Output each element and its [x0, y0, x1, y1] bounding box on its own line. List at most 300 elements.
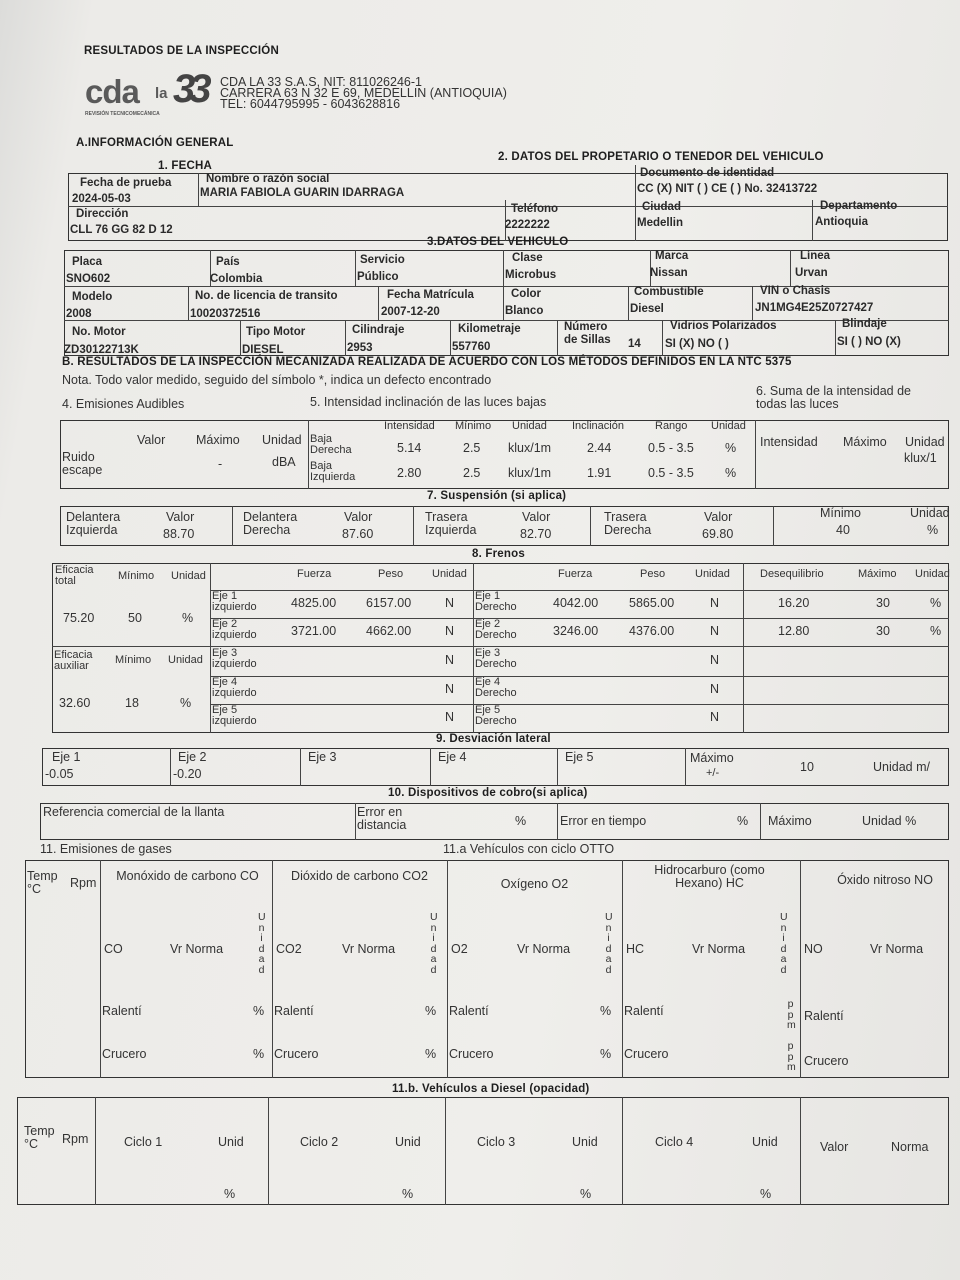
general-tel: 2222222: [505, 219, 550, 231]
column-divider: [308, 420, 309, 489]
column-divider: [622, 1097, 623, 1205]
lights-headers-2: Unidad: [512, 420, 547, 432]
brakes-h-maximo: Máximo: [858, 568, 897, 580]
general-tel-label: Teléfono: [511, 203, 559, 215]
column-divider: [622, 860, 623, 1078]
gases-gases-4-name: Óxido nitroso NO: [837, 873, 933, 887]
diesel-pct: %: [224, 1187, 236, 1201]
brakes-axes-0-pct: %: [930, 596, 942, 610]
general-fecha-label: Fecha de prueba: [80, 177, 172, 189]
deviation-unidad: Unidad m/: [873, 760, 930, 774]
deviation-axes-1-label: Eje 2: [178, 750, 207, 764]
vehicle-fields-9-label: Color: [511, 288, 542, 300]
column-divider: [378, 286, 379, 320]
lights-headers-0: Intensidad: [384, 420, 435, 432]
lights-rows-0-values-0: 5.14: [397, 441, 422, 455]
lights-headers-5: Unidad: [711, 420, 746, 432]
diesel-pct: %: [580, 1187, 592, 1201]
general-nombre-label: Nombre o razón social: [206, 173, 330, 185]
column-divider: [188, 286, 189, 320]
vehicle-fields-7-label: No. de licencia de transito: [195, 290, 338, 302]
brakes-title: 8. Frenos: [472, 548, 525, 560]
suspension-valor-label: Valor: [522, 510, 551, 524]
column-divider: [790, 250, 791, 286]
general-ciudad: Medellin: [637, 217, 684, 229]
diesel-unid: Unid: [572, 1135, 598, 1149]
brakes-h-peso: Peso: [640, 568, 666, 580]
brakes-axes-0-left-peso: 6157.00: [366, 596, 412, 610]
column-divider: [503, 250, 504, 286]
gases-vr-norma: Vr Norma: [342, 942, 396, 956]
noise-unidad: dBA: [272, 455, 296, 469]
billing-pct: %: [737, 814, 749, 828]
gases-title: 11. Emisiones de gases: [40, 842, 172, 856]
brakes-eficacia-aux: 32.60: [59, 696, 91, 710]
gases-crucero: Crucero: [102, 1047, 147, 1061]
general-depto-label: Departamento: [820, 200, 898, 212]
brakes-axes-1-right-fuerza: 3246.00: [553, 624, 599, 638]
vehicle-fields-4-label: Marca: [655, 250, 689, 262]
lights-rows-1-values-1: 2.5: [463, 466, 481, 480]
brakes-axes-0-right-label: Eje 1 Derecho: [475, 590, 517, 613]
column-divider: [170, 748, 171, 786]
diesel-unid: Unid: [752, 1135, 778, 1149]
brakes-axes-1-unit: N: [445, 624, 455, 638]
column-divider: [557, 320, 558, 356]
diesel-pct: %: [760, 1187, 772, 1201]
column-divider: [345, 320, 346, 356]
vehicle-fields-0-label: Placa: [72, 256, 103, 268]
column-divider: [445, 1097, 446, 1205]
brakes-h-unidad: Unidad: [915, 568, 950, 580]
column-divider: [557, 748, 558, 786]
brakes-axes-1-left-fuerza: 3721.00: [291, 624, 337, 638]
brakes-h-desequilibrio: Desequilibrio: [760, 568, 824, 580]
total-lights-unidad: klux/1: [904, 451, 937, 465]
deviation-axes-4-label: Eje 5: [565, 750, 594, 764]
table-border: [17, 1097, 949, 1205]
column-divider: [300, 748, 301, 786]
gases-gases-2-code: O2: [451, 942, 468, 956]
lights-rows-1-values-4: 0.5 - 3.5: [648, 466, 694, 480]
deviation-title: 9. Desviación lateral: [436, 733, 551, 745]
vehicle-title: 3.DATOS DEL VEHICULO: [427, 236, 569, 248]
column-divider: [447, 860, 448, 1078]
vehicle-fields-4-value: Nissan: [650, 267, 688, 279]
suspension-valor-label: Valor: [704, 510, 733, 524]
column-divider: [557, 803, 558, 840]
brakes-axes-1-pct: %: [930, 624, 942, 638]
logo-la: la: [155, 85, 168, 102]
diesel-cycles-1: Ciclo 2: [300, 1135, 339, 1149]
deviation-maximo: 10: [800, 760, 814, 774]
vehicle-fields-18-label: Blindaje: [842, 318, 887, 330]
lights-rows-1-values-2: klux/1m: [508, 466, 552, 480]
vehicle-fields-12-label: No. Motor: [72, 326, 126, 338]
brakes-axes-2-unit: N: [445, 653, 455, 667]
column-divider: [800, 1097, 801, 1205]
brakes-axes-4-left-label: Eje 5 izquierdo: [212, 704, 257, 727]
general-owner-heading: 2. DATOS DEL PROPETARIO O TENEDOR DEL VEHICULO: [498, 151, 824, 163]
gases-gases-3-unit: ppm: [787, 1040, 796, 1073]
results-title: B. RESULTADOS DE LA INSPECCIÓN MECANIZADA REALIZADA DE ACUERDO CON LOS MÉTODOS DEFINIDOS EN LA NTC 5375: [62, 356, 792, 368]
brakes-axes-0-right-peso: 5865.00: [629, 596, 675, 610]
total-lights-h-maximo: Máximo: [843, 435, 887, 449]
brakes-axes-2-unit: N: [710, 653, 720, 667]
lights-rows-0-values-4: 0.5 - 3.5: [648, 441, 694, 455]
column-divider: [773, 506, 774, 546]
deviation-maximo-label: Máximo: [690, 751, 734, 765]
vehicle-fields-10-label: Combustible: [634, 286, 704, 298]
lights-rows-0-values-3: 2.44: [587, 441, 612, 455]
general-fecha: 2024-05-03: [72, 193, 131, 205]
noise-h-unidad: Unidad: [262, 433, 302, 447]
brakes-eficacia-aux-unit: %: [180, 696, 192, 710]
lights-rows-0-values-5: %: [725, 441, 737, 455]
header-title: RESULTADOS DE LA INSPECCIÓN: [84, 45, 279, 57]
suspension-unidad-label: Unidad: [910, 506, 950, 520]
billing-title: 10. Dispositivos de cobro(si aplica): [388, 787, 588, 799]
brakes-axes-3-unit: N: [710, 682, 720, 696]
suspension-items-3-value: 69.80: [702, 527, 734, 541]
column-divider: [473, 563, 474, 733]
vehicle-fields-7-value: 10020372516: [190, 308, 261, 320]
gases-gases-0-unit: %: [253, 1004, 265, 1018]
noise-title: 4. Emisiones Audibles: [62, 397, 185, 411]
lights-rows-0-values-2: klux/1m: [508, 441, 552, 455]
suspension-valor-label: Valor: [166, 510, 195, 524]
column-divider: [800, 860, 801, 1078]
vehicle-fields-15-value: 557760: [452, 341, 491, 353]
column-divider: [355, 803, 356, 840]
lights-rows-1-values-3: 1.91: [587, 466, 612, 480]
brakes-axes-1-desequilibrio: 12.80: [778, 624, 810, 638]
gases-gases-2-unit: %: [600, 1004, 612, 1018]
diesel-title: 11.b. Vehículos a Diesel (opacidad): [392, 1083, 590, 1095]
column-divider: [210, 563, 211, 733]
column-divider: [635, 165, 636, 241]
column-divider: [812, 200, 813, 241]
total-lights-h-unidad: Unidad: [905, 435, 945, 449]
gases-gases-0-code: CO: [104, 942, 123, 956]
gases-gases-1-unit: %: [425, 1004, 437, 1018]
table-border: [60, 420, 949, 489]
suspension-valor-label: Valor: [344, 510, 373, 524]
brakes-axes-0-unit: N: [445, 596, 455, 610]
brakes-eficacia-total: 75.20: [63, 611, 95, 625]
brakes-axes-4-unit: N: [445, 710, 455, 724]
general-doc: CC (X) NIT ( ) CE ( ) No. 32413722: [637, 183, 818, 195]
gases-ralenti: Ralentí: [274, 1004, 314, 1018]
brakes-axes-0-right-fuerza: 4042.00: [553, 596, 599, 610]
billing-time-label: Error en tiempo: [560, 814, 647, 828]
lights-rows-0-values-1: 2.5: [463, 441, 481, 455]
vehicle-fields-3-label: Clase: [512, 252, 543, 264]
brakes-axes-3-left-label: Eje 4 izquierdo: [212, 676, 257, 699]
gases-crucero: Crucero: [449, 1047, 494, 1061]
suspension-minimo: 40: [836, 523, 850, 537]
brakes-axes-1-unit: N: [710, 624, 720, 638]
diesel-cycles-2: Ciclo 3: [477, 1135, 516, 1149]
billing-maximo-label: Máximo: [768, 814, 812, 828]
general-depto: Antioquia: [815, 216, 869, 228]
lights-rows-0-label: Baja Derecha: [310, 433, 352, 456]
gases-gases-3-unit: ppm: [787, 998, 796, 1031]
column-divider: [95, 1097, 96, 1205]
brakes-eficacia-total-min: 50: [128, 611, 142, 625]
gases-gases-0-unit: %: [253, 1047, 265, 1061]
row-divider: [68, 206, 948, 207]
diesel-valor: Valor: [820, 1140, 849, 1154]
brakes-axes-0-left-label: Eje 1 izquierdo: [212, 590, 257, 613]
vehicle-fields-11-label: VIN o Chasis: [760, 285, 831, 297]
diesel-rpm: Rpm: [62, 1132, 89, 1146]
gases-gases-2-unit: %: [600, 1047, 612, 1061]
brakes-axes-0-unit: N: [710, 596, 720, 610]
column-divider: [760, 803, 761, 840]
gases-rpm: Rpm: [70, 876, 97, 890]
brakes-axes-3-right-label: Eje 4 Derecho: [475, 676, 517, 699]
general-dir-label: Dirección: [76, 208, 129, 220]
column-divider: [503, 286, 504, 320]
column-divider: [662, 320, 663, 356]
suspension-items-1-value: 87.60: [342, 527, 374, 541]
logo-33: 33: [173, 67, 206, 111]
vehicle-fields-6-value: 2008: [66, 308, 92, 320]
column-divider: [198, 173, 199, 207]
gases-vr-norma: Vr Norma: [517, 942, 571, 956]
suspension-title: 7. Suspensión (si aplica): [427, 490, 567, 502]
brakes-h-peso: Peso: [378, 568, 404, 580]
row-divider: [210, 704, 949, 705]
brakes-h-eficacia-aux: Eficacia auxiliar: [54, 649, 93, 672]
brakes-axes-1-right-peso: 4376.00: [629, 624, 675, 638]
column-divider: [685, 748, 686, 786]
suspension-items-0-label: Delantera Izquierda: [66, 510, 121, 537]
gases-crucero: Crucero: [804, 1054, 849, 1068]
general-ciudad-label: Ciudad: [642, 201, 681, 213]
brakes-axes-4-right-label: Eje 5 Derecho: [475, 704, 517, 727]
gases-ralenti: Ralentí: [804, 1009, 844, 1023]
gases-gases-0-name: Monóxido de carbono CO: [116, 869, 259, 883]
column-divider: [743, 563, 744, 733]
row-divider: [210, 618, 949, 619]
gases-unidad-v: Unidad: [258, 911, 266, 976]
brakes-eficacia-total-unit: %: [182, 611, 194, 625]
brakes-axes-0-left-fuerza: 4825.00: [291, 596, 337, 610]
column-divider: [100, 860, 101, 1078]
brakes-axes-2-right-label: Eje 3 Derecho: [475, 647, 517, 670]
column-divider: [268, 1097, 269, 1205]
deviation-axes-0-value: -0.05: [45, 767, 74, 781]
general-nombre: MARIA FABIOLA GUARIN IDARRAGA: [200, 187, 405, 199]
vehicle-fields-2-label: Servicio: [360, 254, 405, 266]
noise-h-valor: Valor: [137, 433, 166, 447]
vehicle-fields-14-label: Cilindraje: [352, 324, 405, 336]
brakes-h-unidad: Unidad: [695, 568, 730, 580]
gases-vr-norma: Vr Norma: [692, 942, 746, 956]
diesel-unid: Unid: [218, 1135, 244, 1149]
gases-ralenti: Ralentí: [102, 1004, 142, 1018]
vehicle-fields-0-value: SNO602: [66, 273, 111, 285]
noise-label: Ruido escape: [62, 450, 103, 477]
gases-unidad-v: Unidad: [780, 911, 788, 976]
suspension-items-1-label: Delantera Derecha: [243, 510, 298, 537]
column-divider: [355, 250, 356, 286]
noise-h-maximo: Máximo: [196, 433, 240, 447]
row-divider: [210, 590, 949, 591]
vehicle-fields-2-value: Público: [357, 271, 399, 283]
vehicle-fields-10-value: Diesel: [630, 303, 664, 315]
gases-ralenti: Ralentí: [449, 1004, 489, 1018]
general-doc-label: Documento de identidad: [640, 167, 775, 179]
brakes-axes-1-right-label: Eje 2 Derecho: [475, 618, 517, 641]
column-divider: [240, 320, 241, 356]
lights-rows-1-values-0: 2.80: [397, 466, 422, 480]
gases-gases-1-unit: %: [425, 1047, 437, 1061]
brakes-h-unidad: Unidad: [168, 654, 203, 666]
lights-headers-3: Inclinación: [572, 420, 624, 432]
suspension-items-2-value: 82.70: [520, 527, 552, 541]
lights-rows-1-label: Baja Izquierda: [310, 460, 356, 483]
vehicle-fields-15-label: Kilometraje: [458, 323, 521, 335]
header-tel: TEL: 6044795995 - 6043628816: [220, 97, 401, 111]
gases-crucero: Crucero: [624, 1047, 669, 1061]
column-divider: [628, 286, 629, 320]
vehicle-fields-3-value: Microbus: [505, 269, 557, 281]
noise-maximo: -: [218, 457, 223, 471]
brakes-axes-4-unit: N: [710, 710, 720, 724]
column-divider: [232, 506, 233, 546]
brakes-axes-2-left-label: Eje 3 izquierdo: [212, 647, 257, 670]
brakes-axes-1-maximo: 30: [876, 624, 890, 638]
header-address: CARRERA 63 N 32 E 69, MEDELLIN (ANTIOQUIA): [220, 86, 507, 100]
column-divider: [272, 860, 273, 1078]
gases-gases-3-code: HC: [626, 942, 645, 956]
deviation-axes-2-label: Eje 3: [308, 750, 337, 764]
vehicle-fields-1-label: País: [216, 256, 240, 268]
gases-gases-4-code: NO: [804, 942, 823, 956]
brakes-h-fuerza: Fuerza: [558, 568, 593, 580]
vehicle-fields-13-label: Tipo Motor: [246, 326, 306, 338]
header-company: CDA LA 33 S.A.S, NIT: 811026246-1: [220, 75, 422, 89]
gases-crucero: Crucero: [274, 1047, 319, 1061]
suspension-unidad: %: [927, 523, 939, 537]
gases-unidad-v: Unidad: [430, 911, 438, 976]
vehicle-fields-5-value: Urvan: [795, 267, 828, 279]
total-lights-title: 6. Suma de la intensidad de todas las luces: [756, 384, 911, 411]
gases-gases-1-code: CO2: [276, 942, 302, 956]
suspension-minimo-label: Mínimo: [820, 506, 861, 520]
vehicle-fields-16-value: 14: [628, 338, 641, 350]
vehicle-fields-17-label: Vidrios Polarizados: [670, 320, 777, 332]
billing-ref-label: Referencia comercial de la llanta: [43, 805, 225, 819]
diesel-cycles-3: Ciclo 4: [655, 1135, 694, 1149]
row-divider: [52, 646, 949, 647]
vehicle-fields-14-value: 2953: [347, 342, 373, 354]
gases-temp: Temp °C: [27, 869, 58, 896]
lights-title: 5. Intensidad inclinación de las luces bajas: [310, 395, 547, 409]
suspension-items-2-label: Trasera Izquierda: [425, 510, 477, 537]
gases-gases-3-name: Hidrocarburo (como Hexano) HC: [654, 863, 765, 890]
brakes-h-minimo: Mínimo: [115, 654, 152, 666]
vehicle-fields-6-label: Modelo: [72, 291, 113, 303]
brakes-axes-1-left-peso: 4662.00: [366, 624, 412, 638]
brakes-axes-0-desequilibrio: 16.20: [778, 596, 810, 610]
column-divider: [590, 506, 591, 546]
billing-pct: %: [515, 814, 527, 828]
logo-text: cda: [85, 73, 139, 110]
lights-rows-1-values-5: %: [725, 466, 737, 480]
vehicle-fields-1-value: Colombia: [210, 273, 263, 285]
billing-dist-label: Error en distancia: [357, 805, 407, 832]
vehicle-fields-9-value: Blanco: [505, 305, 544, 317]
brakes-h-unidad: Unidad: [432, 568, 467, 580]
row-divider: [210, 676, 949, 677]
brakes-axes-0-maximo: 30: [876, 596, 890, 610]
diesel-cycles-0: Ciclo 1: [124, 1135, 163, 1149]
gases-gases-2-name: Oxígeno O2: [500, 877, 569, 891]
column-divider: [835, 320, 836, 356]
gases-vr-norma: Vr Norma: [870, 942, 924, 956]
vehicle-fields-12-value: ZD30122713K: [64, 344, 139, 356]
brakes-h-unidad: Unidad: [171, 570, 206, 582]
diesel-temp: Temp °C: [24, 1124, 55, 1151]
diesel-unid: Unid: [395, 1135, 421, 1149]
vehicle-fields-13-value: DIESEL: [242, 344, 284, 356]
suspension-items-0-value: 88.70: [163, 527, 195, 541]
gases-ralenti: Ralentí: [624, 1004, 664, 1018]
diesel-norma: Norma: [891, 1140, 929, 1154]
vehicle-fields-8-value: 2007-12-20: [381, 306, 440, 318]
deviation-axes-1-value: -0.20: [173, 767, 202, 781]
brakes-eficacia-aux-min: 18: [125, 696, 139, 710]
suspension-items-3-label: Trasera Derecha: [604, 510, 652, 537]
general-title: A.INFORMACIÓN GENERAL: [76, 137, 234, 149]
general-dir: CLL 76 GG 82 D 12: [70, 224, 173, 236]
results-note: Nota. Todo valor medido, seguido del símbolo *, indica un defecto encontrado: [62, 373, 492, 387]
brakes-h-fuerza: Fuerza: [297, 568, 332, 580]
brakes-axes-3-unit: N: [445, 682, 455, 696]
total-lights-h-intensidad: Intensidad: [760, 435, 818, 449]
deviation-axes-0-label: Eje 1: [52, 750, 81, 764]
vehicle-fields-8-label: Fecha Matrícula: [387, 289, 474, 301]
vehicle-fields-11-value: JN1MG4E25Z0727427: [755, 302, 874, 314]
column-divider: [413, 506, 414, 546]
logo-tagline: REVISIÓN TECNICOMECÁNICA: [85, 111, 160, 117]
gases-otto-title: 11.a Vehículos con ciclo OTTO: [443, 842, 615, 856]
brakes-axes-1-left-label: Eje 2 izquierdo: [212, 618, 257, 641]
column-divider: [752, 286, 753, 320]
billing-unidad: Unidad %: [862, 814, 917, 828]
cda-logo: [85, 67, 215, 121]
vehicle-fields-17-value: SI (X) NO ( ): [665, 338, 729, 350]
deviation-axes-3-label: Eje 4: [438, 750, 467, 764]
brakes-h-minimo: Mínimo: [118, 570, 155, 582]
gases-vr-norma: Vr Norma: [170, 942, 224, 956]
column-divider: [430, 748, 431, 786]
vehicle-fields-18-value: SI ( ) NO (X): [837, 336, 901, 348]
brakes-h-eficacia-total: Eficacia total: [55, 564, 94, 587]
gases-unidad-v: Unidad: [605, 911, 613, 976]
lights-headers-4: Rango: [655, 420, 688, 432]
column-divider: [450, 320, 451, 356]
vehicle-fields-5-label: Línea: [800, 250, 831, 262]
diesel-pct: %: [402, 1187, 414, 1201]
lights-headers-1: Mínimo: [455, 420, 492, 432]
table-border: [25, 860, 949, 1078]
deviation-pm: +/-: [706, 767, 720, 779]
